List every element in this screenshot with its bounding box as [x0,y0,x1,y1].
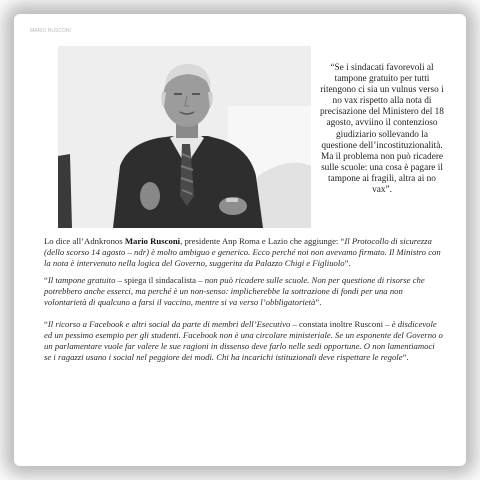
p3-text-1: – constata inoltre Rusconi – [290,319,392,329]
pull-quote: “Se i sindacati favorevoli al tampone gratuito per tutti ritengono ci sia un vulnus verso i no vax rispetto alla nota di precisazione del Ministero del 18 agosto, avviino il contenzioso giudiziario sollevando la questione dell’incostituzionalità. Ma il problema non può ricadere sulle scuole: una cosa è pagare il tampone ai fragili, altra ai no vax”. [320,63,444,196]
p1-lead: Lo dice all’Adnkronos [44,236,125,246]
paragraph-2 [44,275,444,308]
p2-close: ”. [315,297,322,307]
p1-mid: , presidente Anp Roma e Lazio che aggiunge: “ [180,236,345,246]
p2-italic-1: Il tampone gratuito [47,275,116,285]
article-photo [58,46,311,228]
portrait-illustration [58,46,311,228]
p2-italic-2: non può ricadere sulle scuole. Non per questione di risorse che potrebbero anche esserci, ma perché è un non-senso: implicherebbe la sottrazione di fondi per una non volontarietà di qualcuno a farsi il vaccino, mentre si va verso l’obbligatorietà [44,275,425,307]
p2-open: “ [44,275,48,285]
article-frame [14,14,466,466]
p3-close: ”. [402,352,409,362]
p1-end: ”. [344,258,351,268]
p3-open: “ [44,319,48,329]
article-body [44,236,444,374]
p3-italic-1: Il ricorso a Facebook e altri social da parte di membri dell’Esecutivo [47,319,291,329]
paragraph-1 [44,236,444,269]
p3-italic-2: è disdicevole ed un pessimo esempio per gli studenti. Facebook non è una circolare ministeriale. Se un esponente del Governo o un parlamentare vuole far valere le sue ragioni in dissenso deve farlo nelle sedi opportune. O non lamentiamoci se i ragazzi usano i social nel peggiore dei modi. Chi ha incarichi istituzionali deve rispettare le regole [44,319,443,362]
p1-name: Mario Rusconi [124,236,181,246]
paragraph-3 [44,319,444,363]
top-link[interactable]: MARIO RUSCONI [30,28,71,34]
p2-text-1: – spiega il sindacalista – [115,275,205,285]
p1-italic: Il Protocollo di sicurezza (dello scorso 14 agosto – ndr) è molto ambiguo e generico. Ecco perché noi non avevamo firmato. Il Ministro con la nota è intervenuto nella logica del Governo, suggerita da Palazzo Chigi e Figliuolo [44,236,441,268]
